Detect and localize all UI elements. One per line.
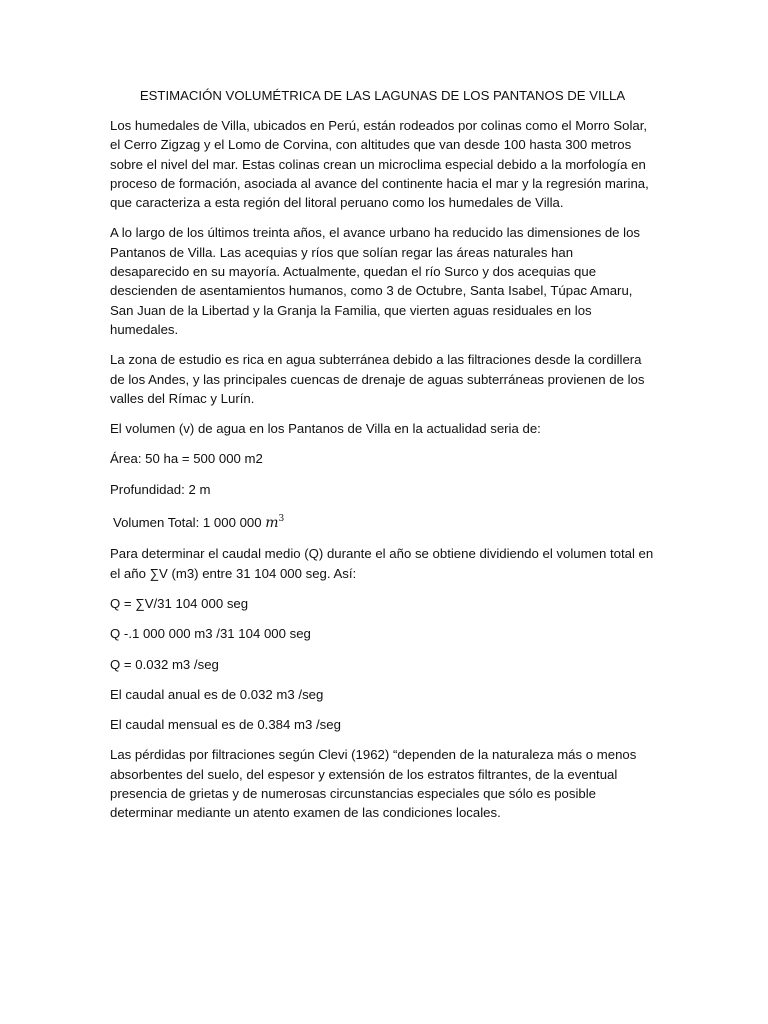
total-volume-unit: $m^3$: [265, 514, 285, 532]
flow-intro: Para determinar el caudal medio (Q) durante el año se obtiene dividiendo el volumen total en el año ∑V (m3) entre 31 104 000 seg. Así:: [110, 546, 654, 581]
formula-1: Q = ∑V/31 104 000 seg: [110, 595, 249, 611]
area-value: Área: 50 ha = 500 000 m2: [110, 451, 263, 467]
annual-flow: El caudal anual es de 0.032 m3 /seg: [110, 686, 324, 702]
monthly-flow: El caudal mensual es de 0.384 m3 /seg: [110, 717, 341, 733]
total-volume-label: Volumen Total: 1 000 000: [113, 515, 266, 531]
document-title: ESTIMACIÓN VOLUMÉTRICA DE LAS LAGUNAS DE LOS PANTANOS DE VILLA: [139, 88, 626, 103]
total-volume: [110, 510, 655, 533]
document-page: [110, 86, 655, 834]
paragraph-humedales: Los humedales de Villa, ubicados en Perú, están rodeados por colinas como el Morro Solar, el Cerro Zigzag y el Lomo de Corvina, con altitudes que van desde 100 hasta 300 metros sobre el nivel del mar. Estas colinas crean un microclima especial debido a la morfología en proceso de formación, asociada al avance del continente hacia el mar y la regresión marina, que caracteriza a esta región del litoral peruano como los humedales de Villa.: [110, 118, 649, 211]
formula-3: Q = 0.032 m3 /seg: [110, 656, 219, 672]
paragraph-avance-urbano: A lo largo de los últimos treinta años, el avance urbano ha reducido las dimensiones de los Pantanos de Villa. Las acequias y ríos que solían regar las áreas naturales han desaparecido en su mayoría. Actualmente, quedan el río Surco y dos acequias que descienden de asentamientos humanos, como 3 de Octubre, Santa Isabel, Túpac Amaru, San Juan de la Libertad y la Granja la Familia, que vierten aguas residuales en los humedales.: [110, 225, 641, 337]
formula-2: Q -.1 000 000 m3 /31 104 000 seg: [110, 626, 311, 642]
volume-intro: El volumen (v) de agua en los Pantanos de Villa en la actualidad seria de:: [110, 421, 541, 437]
closing-paragraph: Las pérdidas por filtraciones según Clevi (1962) “dependen de la naturaleza más o menos absorbentes del suelo, del espesor y extensión de los estratos filtrantes, de la eventual presencia de grietas y de numerosas circunstancias especiales que sólo es posible determinar mediante un atento examen de las condiciones locales.: [110, 747, 637, 821]
total-volume-exponent: 3: [278, 514, 285, 525]
depth-value: Profundidad: 2 m: [110, 481, 211, 497]
paragraph-agua-subterranea: La zona de estudio es rica en agua subterránea debido a las filtraciones desde la cordillera de los Andes, y las principales cuencas de drenaje de aguas subterráneas provienen de los valles del Rímac y Lurín.: [110, 352, 645, 406]
